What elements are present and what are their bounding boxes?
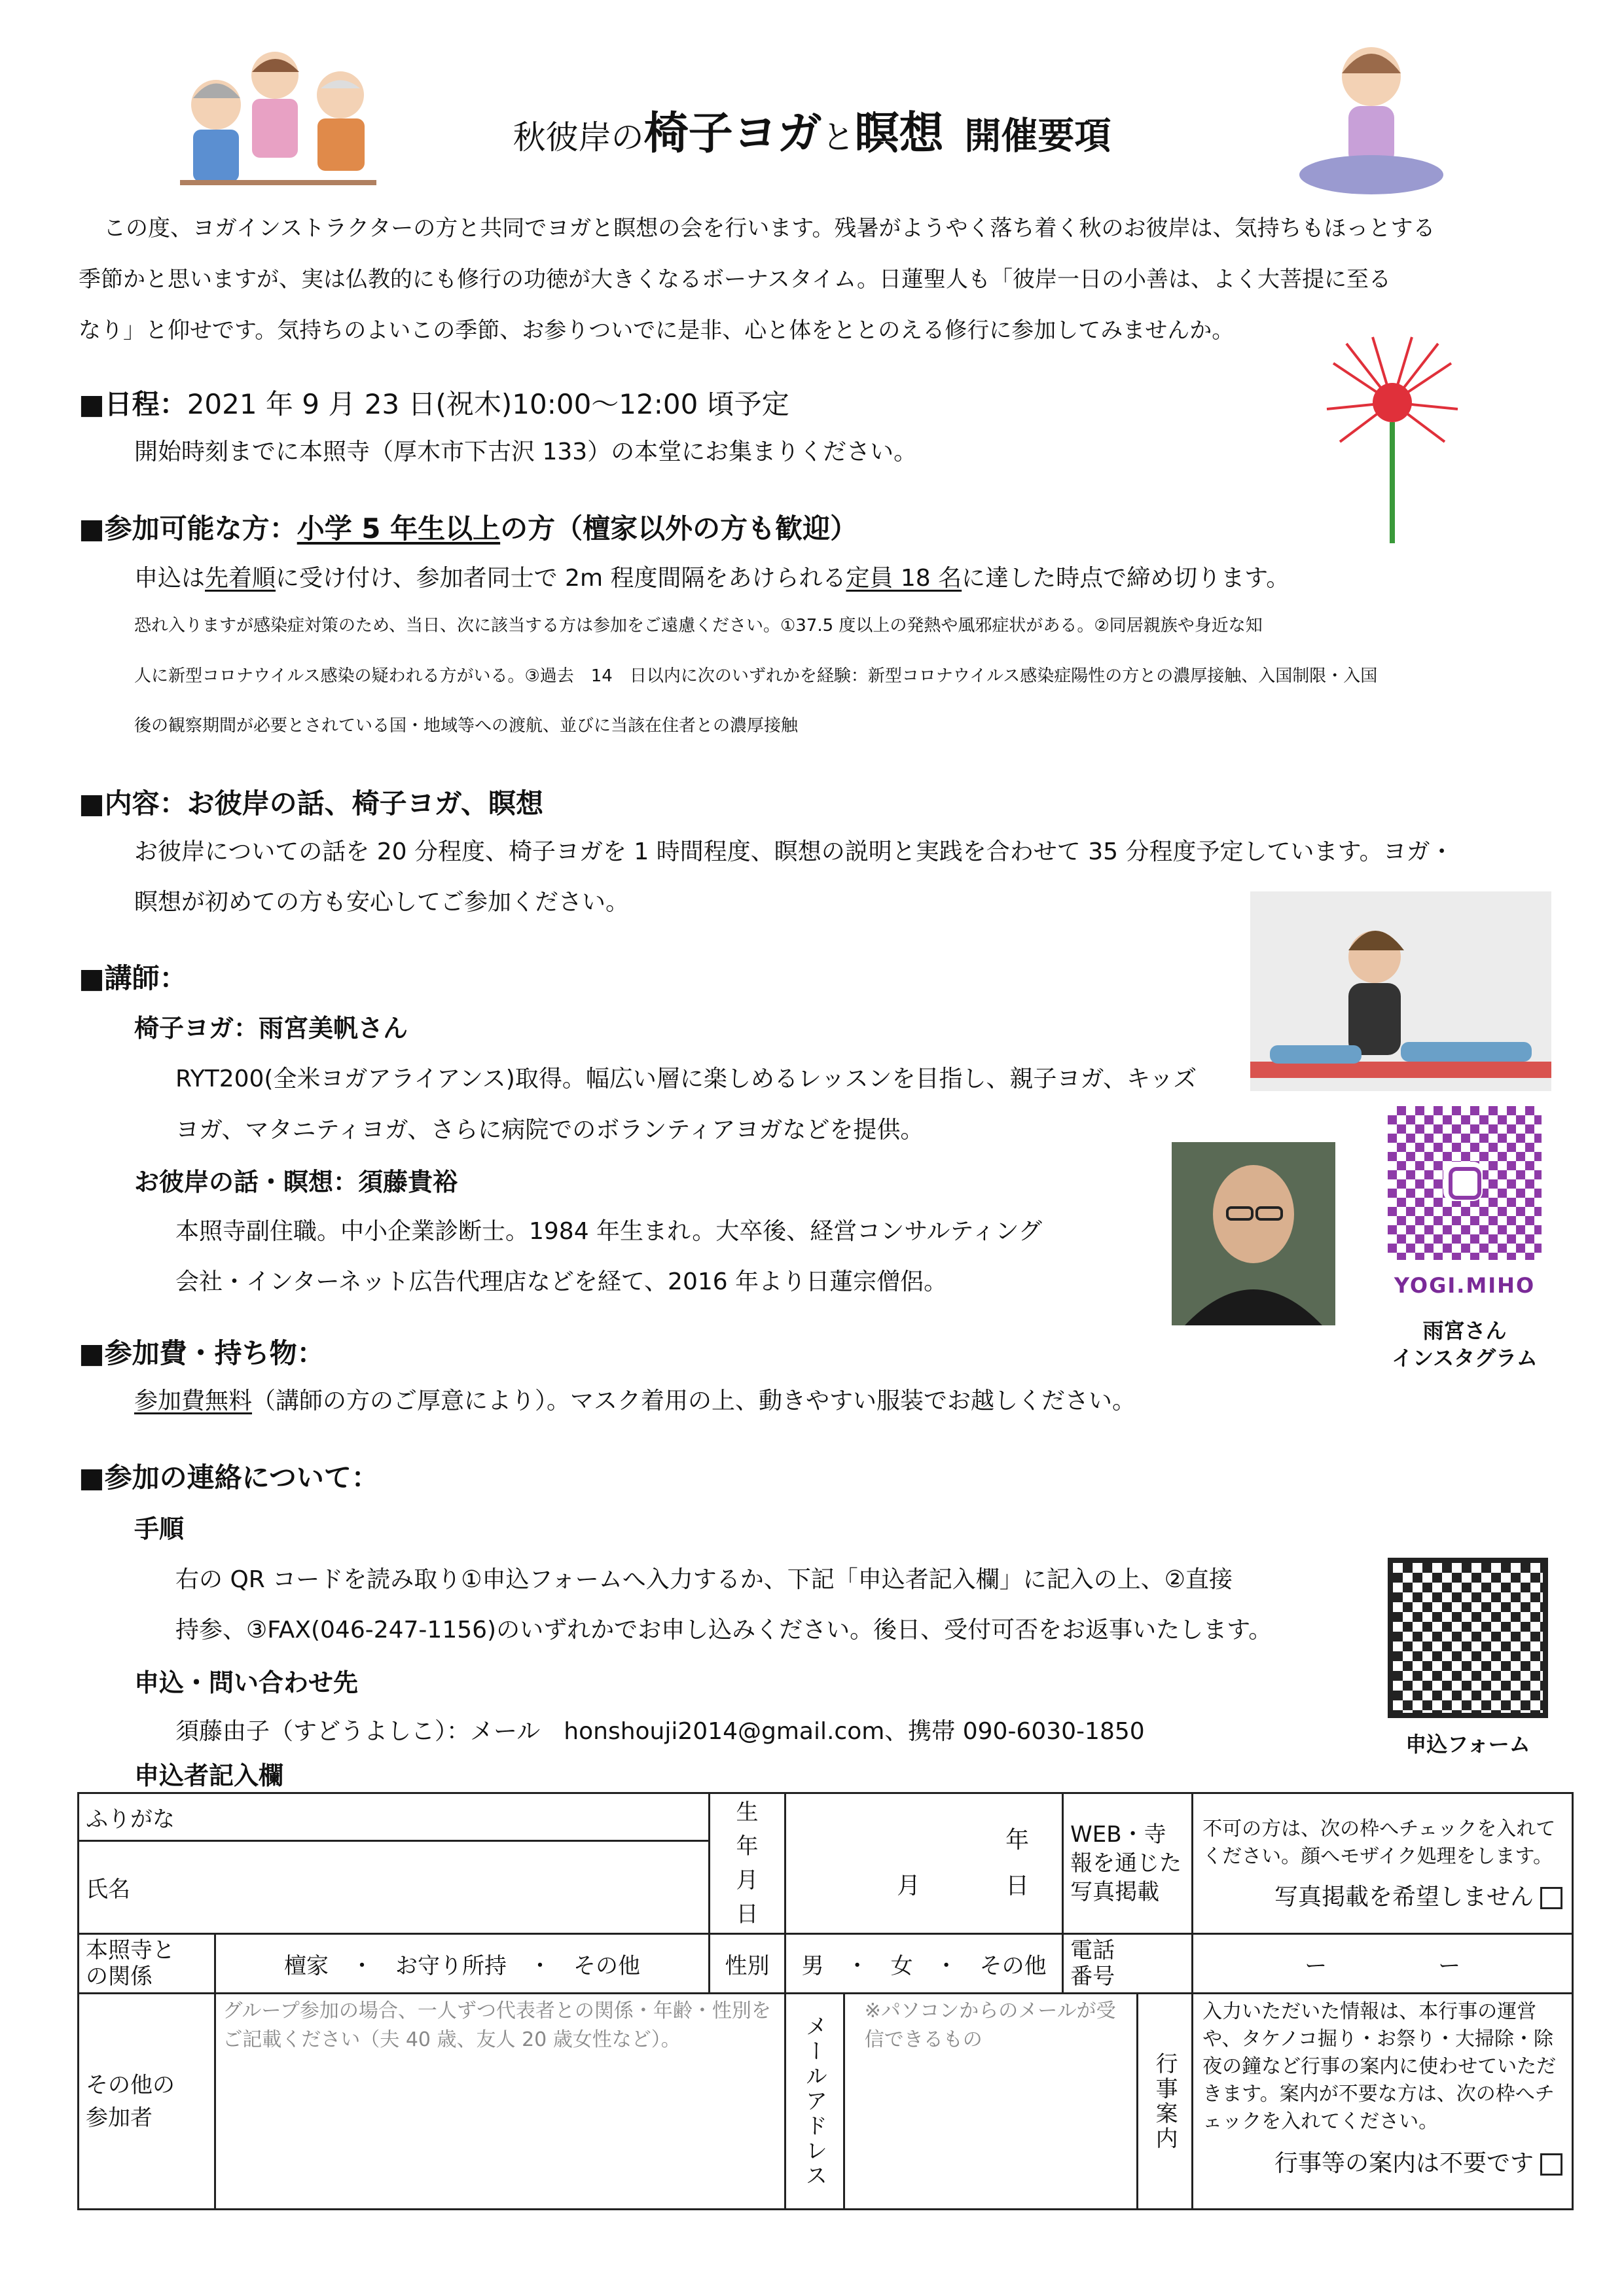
page-title: 秋彼岸の椅子ヨガと瞑想 開催要項	[513, 108, 1111, 160]
photo-opt-out-checkbox[interactable]	[1540, 1887, 1562, 1909]
name-label: 氏名	[86, 1876, 130, 1903]
content-line: 瞑想が初めての方も安心してご参加ください。	[134, 889, 630, 916]
procedure-line: 右の QR コードを読み取り①申込フォームへ入力するか、下記「申込者記入欄」に記入の上、②直接	[175, 1566, 1233, 1593]
photo-consent-label: WEB・寺報を通じた写真掲載	[1070, 1821, 1182, 1905]
other-participants-hint: グループ参加の場合、一人ずつ代表者との関係・年齢・性別をご記載ください（夫 40 歳、友人 20 歳女性など）。	[223, 2000, 771, 2051]
covid-note-line: 人に新型コロナウイルス感染の疑われる方がいる。③過去 14 日以内に次のいずれかを経験：新型コロナウイルス感染症陽性の方との濃厚接触、入国制限・入国	[134, 666, 1378, 686]
email-label: メールアドレス	[801, 2014, 827, 2189]
other-participants-field[interactable]	[215, 1994, 785, 2210]
instagram-icon	[1443, 1162, 1483, 1201]
yoga-instructor-bio-line: RYT200(全米ヨガアライアンス)取得。幅広い層に楽しめるレッスンを目指し、親子ヨガ、キッズ	[175, 1066, 1197, 1092]
intro-line: この度、ヨガインストラクターの方と共同でヨガと瞑想の会を行います。残暑がようやく落ち着く秋のお彼岸は、気持ちもほっとする	[103, 215, 1435, 242]
instagram-qr-code[interactable]	[1388, 1106, 1542, 1260]
content-line: お彼岸についての話を 20 分程度、椅子ヨガを 1 時間程度、瞑想の説明と実践を合わせて 35 分程度予定しています。ヨガ・	[134, 838, 1454, 865]
form-section-title: 申込者記入欄	[134, 1761, 284, 1790]
schedule-heading: ■日程：2021 年 9 月 23 日(祝木)10:00〜12:00 頃予定	[79, 388, 789, 420]
instagram-caption: 雨宮さん	[1422, 1318, 1507, 1343]
photo-opt-out-label: 写真掲載を希望しません	[1274, 1883, 1534, 1910]
phone-field[interactable]: ー ー	[1193, 1934, 1573, 1994]
yoga-instructor-bio-line: ヨガ、マタニティヨガ、さらに病院でのボランティアヨガなどを提供。	[175, 1117, 924, 1143]
fee-heading: ■参加費・持ち物：	[79, 1337, 325, 1369]
event-info-label: 行事案内	[1151, 2051, 1178, 2151]
procedure-line: 持参、③FAX(046-247-1156)のいずれかでお申し込みください。後日、受付可否をお返事いたします。	[175, 1617, 1272, 1643]
event-opt-out-checkbox[interactable]	[1540, 2153, 1562, 2176]
email-field[interactable]	[844, 1994, 1137, 2210]
event-opt-out-label: 行事等の案内は不要です	[1274, 2150, 1534, 2177]
content-heading: ■内容：お彼岸の話、椅子ヨガ、瞑想	[79, 787, 544, 819]
gender-options[interactable]: 男 ・ 女 ・ その他	[785, 1934, 1063, 1994]
intro-line: 季節かと思いますが、実は仏教的にも修行の功徳が大きくなるボーナスタイム。日蓮聖人も「彼岸一日の小善は、よく大菩提に至る	[79, 266, 1391, 293]
day-label: 日	[1005, 1873, 1030, 1899]
year-label: 年	[1005, 1827, 1030, 1854]
qr-brand-label: YOGI.MIHO	[1394, 1273, 1536, 1298]
contact-heading: ■参加の連絡について：	[79, 1462, 379, 1494]
birthdate-label: 生年月日	[736, 1799, 759, 1928]
instagram-caption: インスタグラム	[1392, 1346, 1538, 1371]
eligibility-rule: 申込は先着順に受け付け、参加者同士で 2m 程度間隔をあけられる定員 18 名に達した時点で締め切ります。	[134, 565, 1290, 592]
other-participants-label: その他の参加者	[86, 2072, 175, 2131]
phone-label: 電話番号	[1070, 1937, 1115, 1990]
talk-instructor-bio-line: 本照寺副住職。中小企業診断士。1984 年生まれ。大卒後、経営コンサルティング	[175, 1218, 1042, 1245]
birthdate-field[interactable]	[785, 1793, 1063, 1934]
gender-label: 性別	[709, 1934, 785, 1994]
talk-instructor-title: お彼岸の話・瞑想：須藤貴裕	[134, 1168, 458, 1196]
month-label: 月	[897, 1873, 921, 1899]
application-form-qr-caption: 申込フォーム	[1405, 1732, 1530, 1757]
application-form-table	[77, 1792, 1574, 2210]
inquiry-line: 須藤由子（すどうよしこ）：メール honshouji2014@gmail.com、携帯 090-6030-1850	[175, 1718, 1145, 1745]
furigana-label: ふりがな	[86, 1806, 175, 1833]
monk-photo	[1172, 1142, 1335, 1325]
relation-label: 本照寺との関係	[86, 1937, 175, 1990]
email-hint: ※パソコンからのメールが受信できるもの	[864, 2000, 1116, 2051]
eligibility-heading: ■参加可能な方：小学 5 年生以上の方（檀家以外の方も歓迎）	[79, 512, 858, 545]
covid-note-line: 後の観察期間が必要とされている国・地域等への渡航、並びに当該在住者との濃厚接触	[134, 716, 799, 736]
procedure-title: 手順	[134, 1515, 185, 1543]
talk-instructor-bio-line: 会社・インターネット広告代理店などを経て、2016 年より日蓮宗僧侶。	[175, 1268, 948, 1295]
intro-paragraph	[79, 203, 1558, 356]
photo-consent-note: 不可の方は、次の枠へチェックを入れてください。顔へモザイク処理をします。	[1202, 1817, 1556, 1868]
yoga-instructor-photo	[1250, 891, 1551, 1091]
inquiry-title: 申込・問い合わせ先	[134, 1668, 359, 1697]
instructors-heading: ■講師：	[79, 962, 187, 994]
fee-line: 参加費無料（講師の方のご厚意により）。マスク着用の上、動きやすい服装でお越しください。	[134, 1388, 1136, 1414]
event-info-note: 入力いただいた情報は、本行事の運営や、タケノコ掘り・お祭り・大掃除・除夜の鐘など行事の案内に使わせていただきます。案内が不要な方は、次の枠へチェックを入れてください。	[1202, 2000, 1557, 2133]
red-spider-lily-illustration	[1312, 331, 1473, 547]
intro-line: なり」と仰せです。気持ちのよいこの季節、お参りついでに是非、心と体をととのえる修行に参加してみませんか。	[79, 317, 1235, 344]
yoga-instructor-title: 椅子ヨガ：雨宮美帆さん	[134, 1014, 408, 1043]
covid-note-line: 恐れ入りますが感染症対策のため、当日、次に該当する方は参加をご遠慮ください。①37.5 度以上の発熱や風邪症状がある。②同居親族や身近な知	[134, 616, 1263, 636]
schedule-note: 開始時刻までに本照寺（厚木市下古沢 133）の本堂にお集まりください。	[134, 439, 918, 465]
relation-options[interactable]: 檀家 ・ お守り所持 ・ その他	[215, 1934, 709, 1994]
application-form-qr-code[interactable]	[1388, 1558, 1548, 1718]
